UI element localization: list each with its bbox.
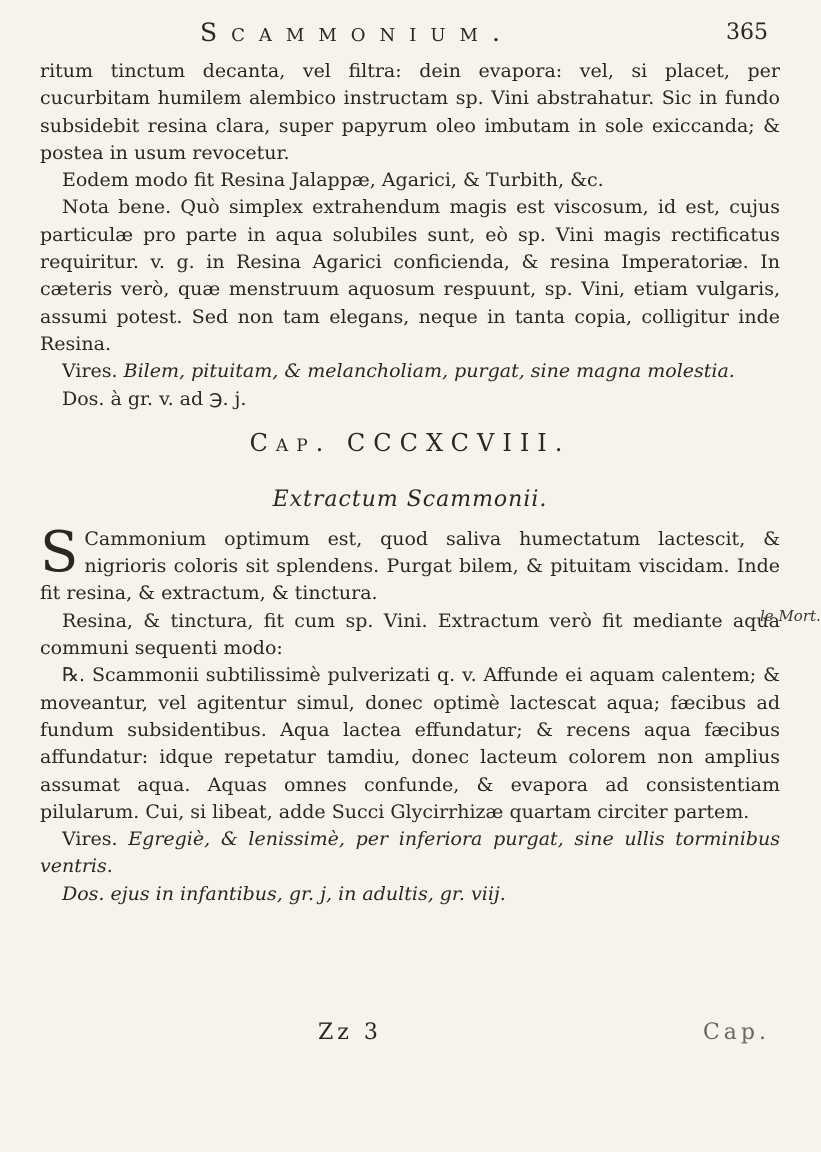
vires-label: Vires. — [62, 828, 118, 851]
vires-text: Bilem, pituitam, & melancholiam, purgat, sine magna molestia. — [123, 360, 735, 383]
page-footer — [40, 1020, 780, 1060]
paragraph — [40, 519, 780, 608]
dosis-line: Dos. ejus in infantibus, gr. j, in adultis, gr. viij. — [62, 882, 506, 905]
page-header — [40, 18, 780, 58]
paragraph: Eodem modo fit Resina Jalappæ, Agarici, & Turbith, &c. — [62, 169, 604, 192]
vires-paragraph — [40, 358, 780, 385]
paragraph: Nota bene. Quò simplex extrahendum magis est viscosum, id est, cujus particulæ pro parte in aqua solubiles sunt, eò sp. Vini magis rectificatus requiritur. v. g. in Resina Agarici conficienda, & resina Imperatoriæ. In cæteris verò, quæ menstruum aquosum respuunt, sp. Vini, etiam vulgaris, assumi potest. Sed non tam elegans, neque in tanta copia, colligitur inde Resina. — [40, 196, 780, 355]
vires-paragraph — [40, 826, 780, 881]
page — [40, 18, 780, 1045]
paragraph: ℞. Scammonii subtilissimè pulverizati q. v. Affunde ei aquam calentem; & moveantur, vel agitentur simul, donec optimè lactescat aqua; fæcibus ad fundum subsidentibus. Aqua lactea effundatur; & recens aqua fæcibus affundatur: idque repetatur tamdiu, donec lacteum colorem non amplius assumat aqua. Aquas omnes confunde, & evapora ad consistentiam pilularum. Cui, si libeat, adde Succi Glycirrhizæ quartam circiter partem. — [40, 664, 780, 823]
drop-cap: S — [40, 519, 79, 585]
running-title: Scammonium. — [200, 18, 514, 47]
paragraph: Resina, & tinctura, fit cum sp. Vini. Extractum verò fit mediante aqua communi sequenti modo: — [40, 609, 780, 660]
vires-text: Egregiè, & lenissimè, per inferiora purgat, sine ullis torminibus ventris. — [40, 828, 780, 878]
catchword: Cap. — [702, 1020, 770, 1045]
signature-mark: Zz 3 — [318, 1020, 382, 1045]
page-number: 365 — [726, 20, 768, 45]
margin-note: le Mort. — [760, 607, 821, 625]
chapter-subheading: Extractum Scammonii. — [272, 486, 548, 512]
chapter-heading: Cap. CCCXCVIII. — [249, 428, 571, 457]
vires-label: Vires. — [62, 360, 118, 383]
paragraph-text: Cammonium optimum est, quod saliva humectatum lactescit, & nigrioris coloris sit splendens. Purgat bilem, & pituitam viscidam. Inde fit resina, & extractum, & tinctura. — [40, 527, 780, 605]
paragraph: ritum tinctum decanta, vel filtra: dein evapora: vel, si placet, per cucurbitam humilem alembico instructam sp. Vini abstrahatur. Sic in fundo subsidebit resina clara, super papyrum oleo imbutam in sole exiccanda; & postea in usum revocetur. — [40, 60, 780, 164]
dosis-line: Dos. à gr. v. ad ℈. j. — [62, 387, 247, 410]
